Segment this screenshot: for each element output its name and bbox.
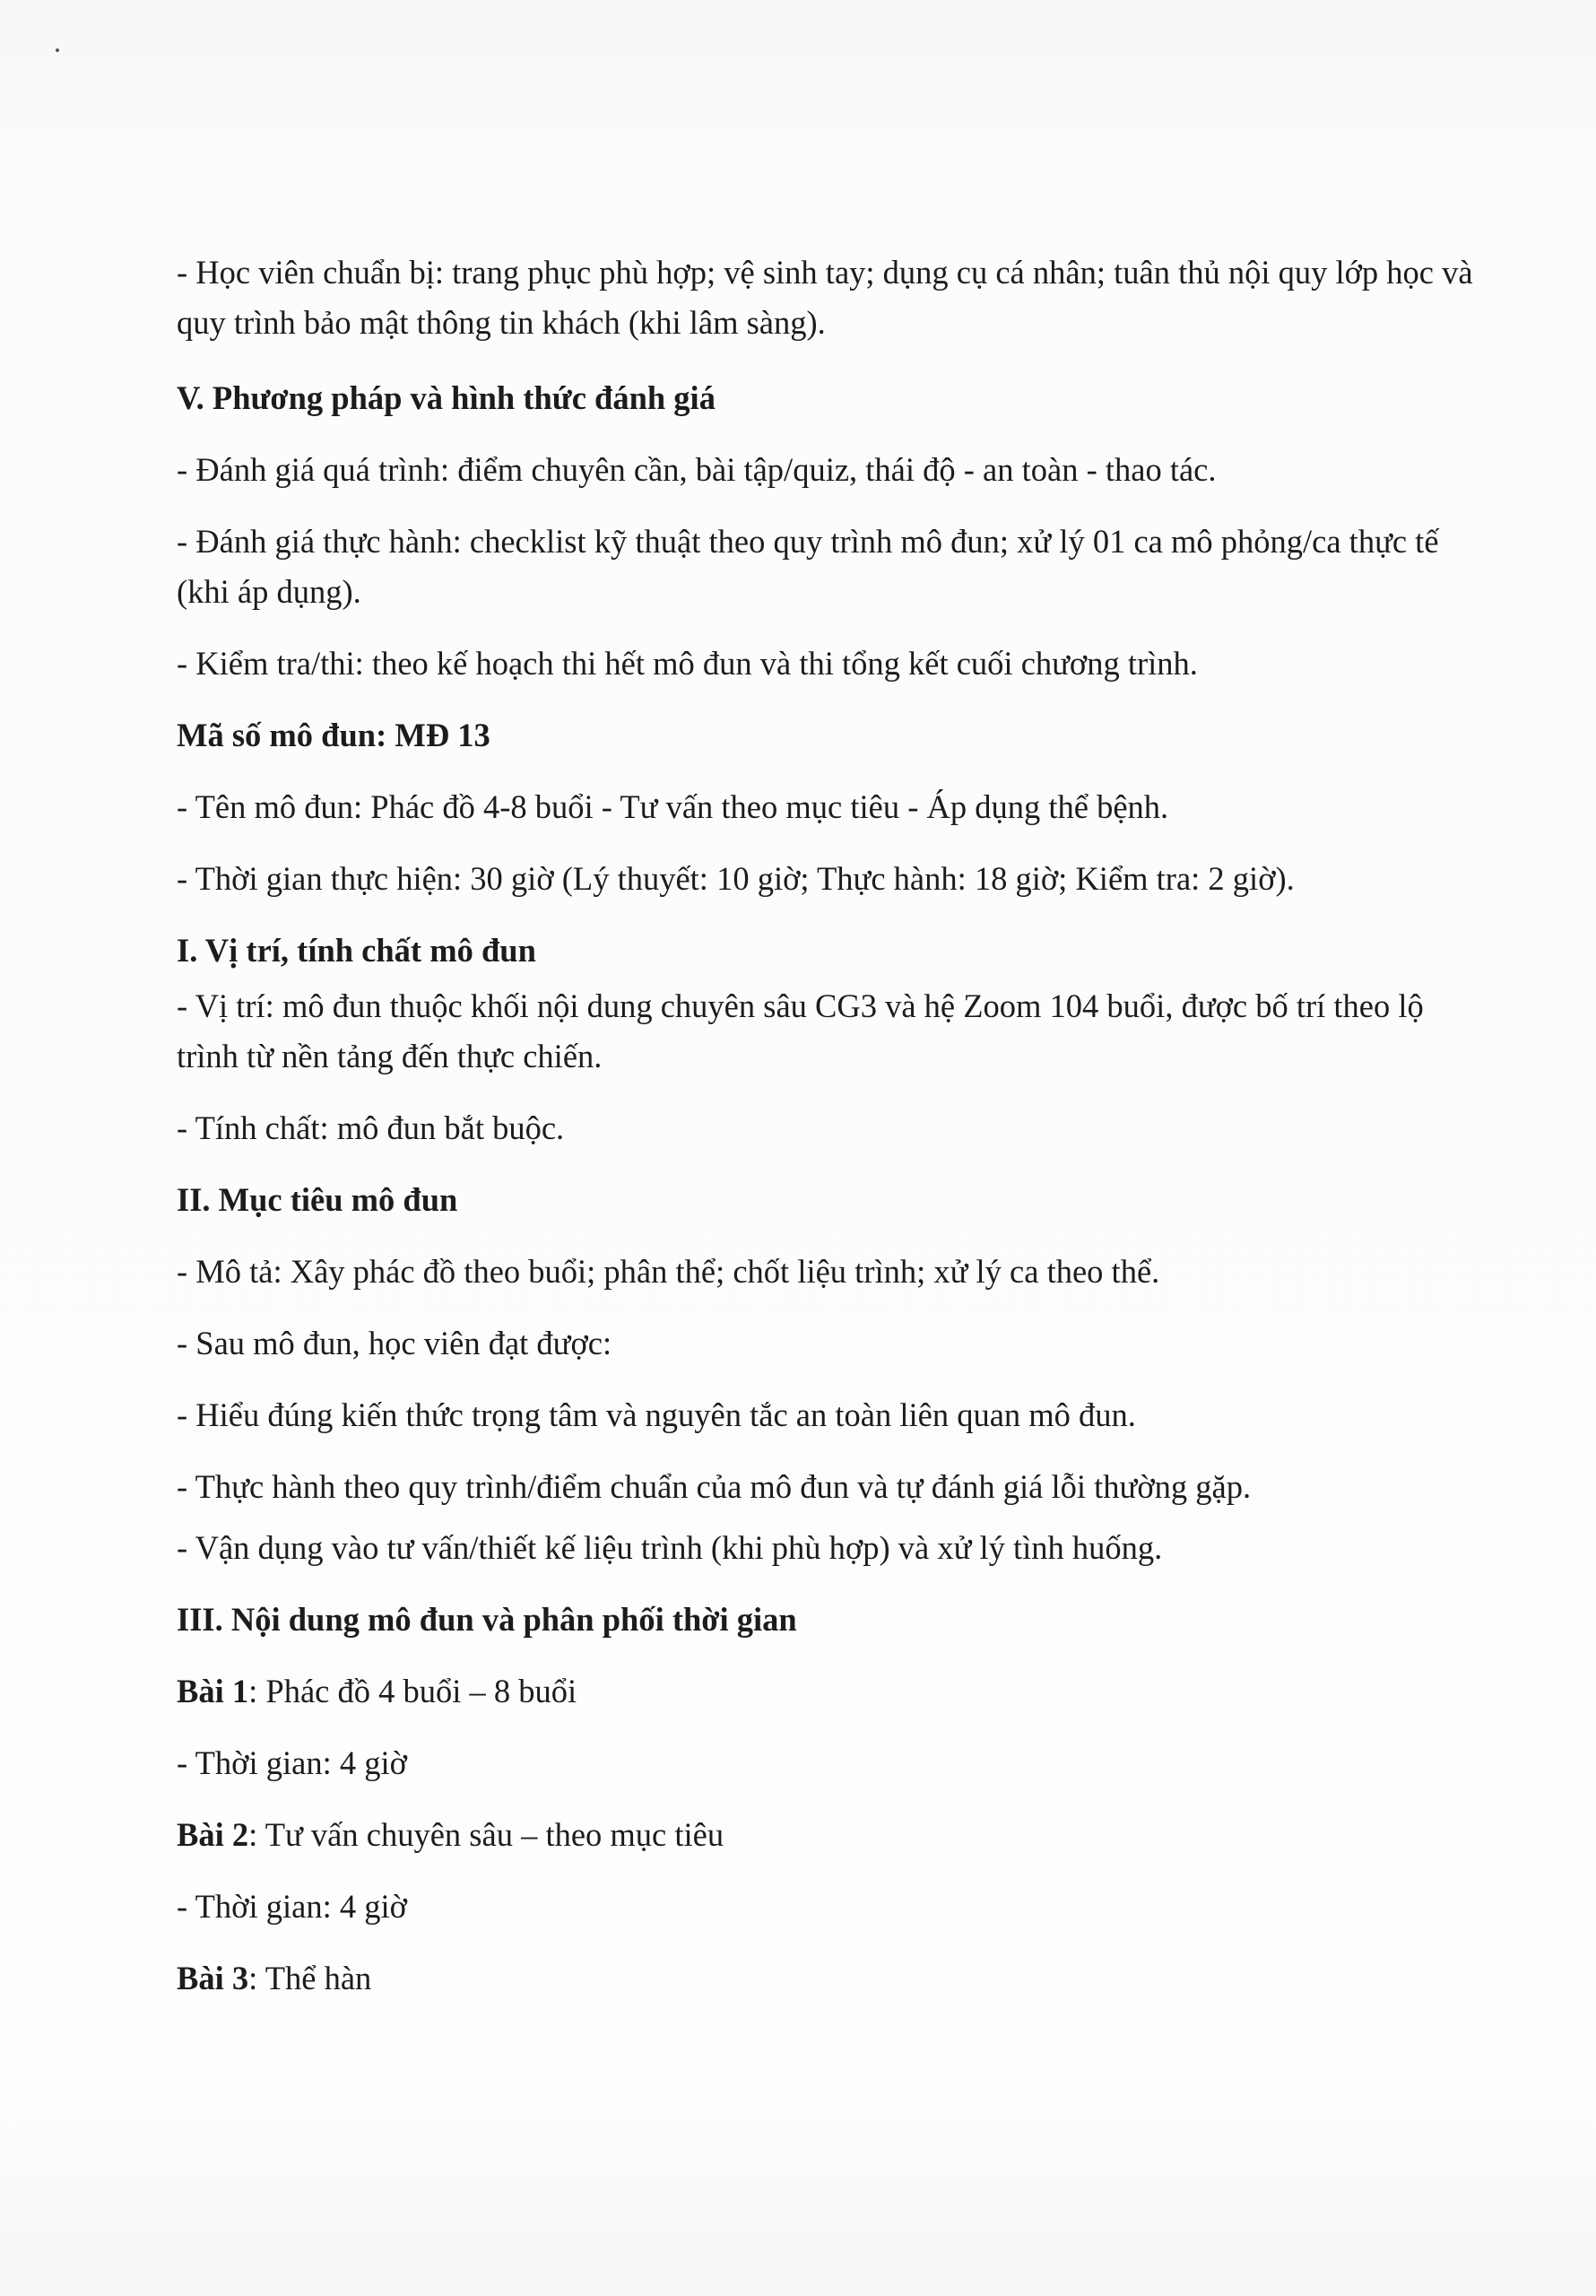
document-body bbox=[177, 248, 1486, 2004]
intro-prep-paragraph: - Học viên chuẩn bị: trang phục phù hợp; vệ sinh tay; dụng cụ cá nhân; tuân thủ nội quy lớp học và quy trình bảo mật thông tin khách (khi lâm sàng). bbox=[177, 254, 1473, 341]
lesson-2-name: : Tư vấn chuyên sâu – theo mục tiêu bbox=[248, 1816, 724, 1853]
section-ii-heading: II. Mục tiêu mô đun bbox=[177, 1181, 458, 1218]
lesson-1-title bbox=[177, 1666, 1486, 1717]
lesson-3-title bbox=[177, 1953, 1486, 2004]
section-v-item-exam: - Kiểm tra/thi: theo kế hoạch thi hết mô đun và thi tổng kết cuối chương trình. bbox=[177, 645, 1198, 682]
lesson-3-name: : Thể hàn bbox=[248, 1960, 372, 1996]
section-ii-item-outcomes-intro: - Sau mô đun, học viên đạt được: bbox=[177, 1325, 612, 1361]
section-i-position: - Vị trí: mô đun thuộc khối nội dung chuyên sâu CG3 và hệ Zoom 104 buổi, được bố trí theo lộ trình từ nền tảng đến thực chiến. bbox=[177, 987, 1424, 1074]
section-v-item-process: - Đánh giá quá trình: điểm chuyên cần, bài tập/quiz, thái độ - an toàn - thao tác. bbox=[177, 451, 1217, 488]
lesson-2-title bbox=[177, 1810, 1486, 1860]
module-name: - Tên mô đun: Phác đồ 4-8 buổi - Tư vấn theo mục tiêu - Áp dụng thể bệnh. bbox=[177, 788, 1169, 825]
scan-speck bbox=[56, 48, 59, 52]
section-i-heading: I. Vị trí, tính chất mô đun bbox=[177, 932, 536, 969]
lesson-2-time: - Thời gian: 4 giờ bbox=[177, 1888, 407, 1925]
module-duration: - Thời gian thực hiện: 30 giờ (Lý thuyết: 10 giờ; Thực hành: 18 giờ; Kiểm tra: 2 giờ). bbox=[177, 860, 1295, 897]
section-iii-heading: III. Nội dung mô đun và phân phối thời gian bbox=[177, 1601, 797, 1638]
section-ii-item-practice: - Thực hành theo quy trình/điểm chuẩn của mô đun và tự đánh giá lỗi thường gặp. bbox=[177, 1468, 1252, 1505]
section-i-nature: - Tính chất: mô đun bắt buộc. bbox=[177, 1109, 565, 1146]
section-ii-item-description: - Mô tả: Xây phác đồ theo buổi; phân thể; chốt liệu trình; xử lý ca theo thể. bbox=[177, 1253, 1160, 1290]
section-ii-item-knowledge: - Hiểu đúng kiến thức trọng tâm và nguyên tắc an toàn liên quan mô đun. bbox=[177, 1396, 1136, 1433]
lesson-1-time: - Thời gian: 4 giờ bbox=[177, 1744, 407, 1781]
section-ii-item-application: - Vận dụng vào tư vấn/thiết kế liệu trình (khi phù hợp) và xử lý tình huống. bbox=[177, 1529, 1163, 1566]
section-v-heading: V. Phương pháp và hình thức đánh giá bbox=[177, 379, 716, 416]
section-v-item-practice: - Đánh giá thực hành: checklist kỹ thuật theo quy trình mô đun; xử lý 01 ca mô phỏng/ca thực tế (khi áp dụng). bbox=[177, 523, 1439, 610]
module-code-heading: Mã số mô đun: MĐ 13 bbox=[177, 717, 490, 753]
lesson-1-name: : Phác đồ 4 buổi – 8 buổi bbox=[248, 1673, 577, 1709]
lesson-3-label: Bài 3 bbox=[177, 1960, 249, 1996]
lesson-1-label: Bài 1 bbox=[177, 1673, 249, 1709]
lesson-2-label: Bài 2 bbox=[177, 1816, 249, 1853]
